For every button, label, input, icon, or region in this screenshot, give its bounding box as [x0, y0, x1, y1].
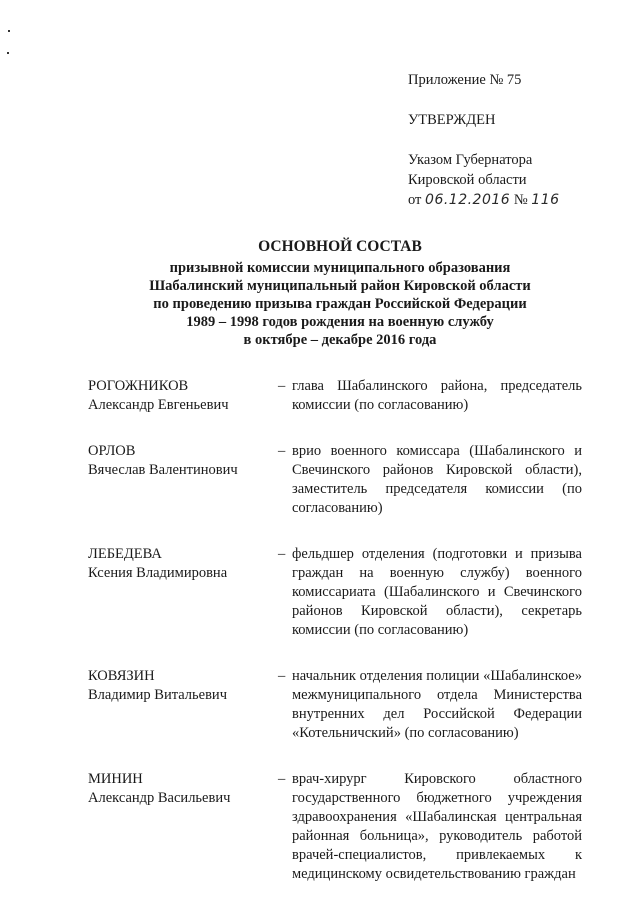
approval-block: [408, 70, 560, 210]
handwritten-number: 116: [531, 192, 560, 208]
date-prefix: от: [408, 192, 422, 208]
approved-label: УТВЕРЖДЕН: [408, 112, 496, 128]
member-name: [88, 667, 276, 743]
member-entry: [88, 442, 588, 518]
appendix-label: Приложение № 75: [408, 72, 522, 88]
scan-speck: [8, 30, 10, 32]
member-entry: [88, 667, 588, 743]
member-dash: –: [278, 443, 286, 459]
member-role: врио военного комиссара (Шабалинского и Свечинского районов Кировской области), заместитель председателя комиссии (по согласованию): [292, 443, 582, 516]
member-role: врач-хирург Кировского областного государственного бюджетного учреждения здравоохранения «Шабалинская центральная районная больница», руководитель работой врачей-специалистов, привлекаемых к медицинскому освидетельствованию граждан: [292, 771, 582, 882]
title-line-4: 1989 – 1998 годов рождения на военную службу: [186, 314, 494, 330]
title-line-1: призывной комиссии муниципального образования: [169, 260, 511, 276]
member-entry: [88, 545, 588, 640]
member-name: [88, 770, 276, 884]
member-surname: МИНИН: [88, 771, 143, 787]
member-given-name: Владимир Витальевич: [88, 687, 227, 703]
document-title: [100, 238, 580, 349]
member-dash: –: [278, 668, 286, 684]
member-dash: –: [278, 378, 286, 394]
title-line-3: по проведению призыва граждан Российской Федерации: [153, 296, 527, 312]
member-dash: –: [278, 546, 286, 562]
member-given-name: Ксения Владимировна: [88, 565, 228, 581]
member-surname: РОГОЖНИКОВ: [88, 378, 189, 394]
decree-line-1: Указом Губернатора: [408, 152, 533, 168]
member-surname: ЛЕБЕДЕВА: [88, 546, 162, 562]
title-main: ОСНОВНОЙ СОСТАВ: [258, 238, 422, 255]
title-line-2: Шабалинский муниципальный район Кировской области: [149, 278, 531, 294]
member-name: [88, 442, 276, 518]
member-entry: [88, 377, 588, 415]
member-role: фельдшер отделения (подготовки и призыва граждан на военную службу) военного комиссариата (Шабалинского и Свечинского районов Кировской области), секретарь комиссии (по согласованию): [292, 546, 582, 638]
member-surname: ОРЛОВ: [88, 443, 136, 459]
decree-date-line: [408, 190, 560, 210]
member-role: глава Шабалинского района, председатель комиссии (по согласованию): [292, 378, 582, 413]
handwritten-date: 06.12.2016: [425, 192, 511, 208]
decree-line-2: Кировской области: [408, 172, 527, 188]
member-role: начальник отделения полиции «Шабалинское» межмуниципального отдела Министерства внутренних дел Российской Федерации «Котельничский» (по согласованию): [292, 668, 582, 741]
member-name: [88, 545, 276, 640]
member-given-name: Александр Евгеньевич: [88, 397, 229, 413]
member-surname: КОВЯЗИН: [88, 668, 155, 684]
title-line-5: в октябре – декабре 2016 года: [243, 332, 437, 348]
scan-speck: [7, 52, 9, 54]
members-list: [88, 377, 588, 911]
member-name: [88, 377, 276, 415]
member-dash: –: [278, 771, 286, 787]
member-entry: [88, 770, 588, 884]
member-given-name: Вячеслав Валентинович: [88, 462, 238, 478]
member-given-name: Александр Васильевич: [88, 790, 231, 806]
number-prefix: №: [513, 192, 528, 208]
